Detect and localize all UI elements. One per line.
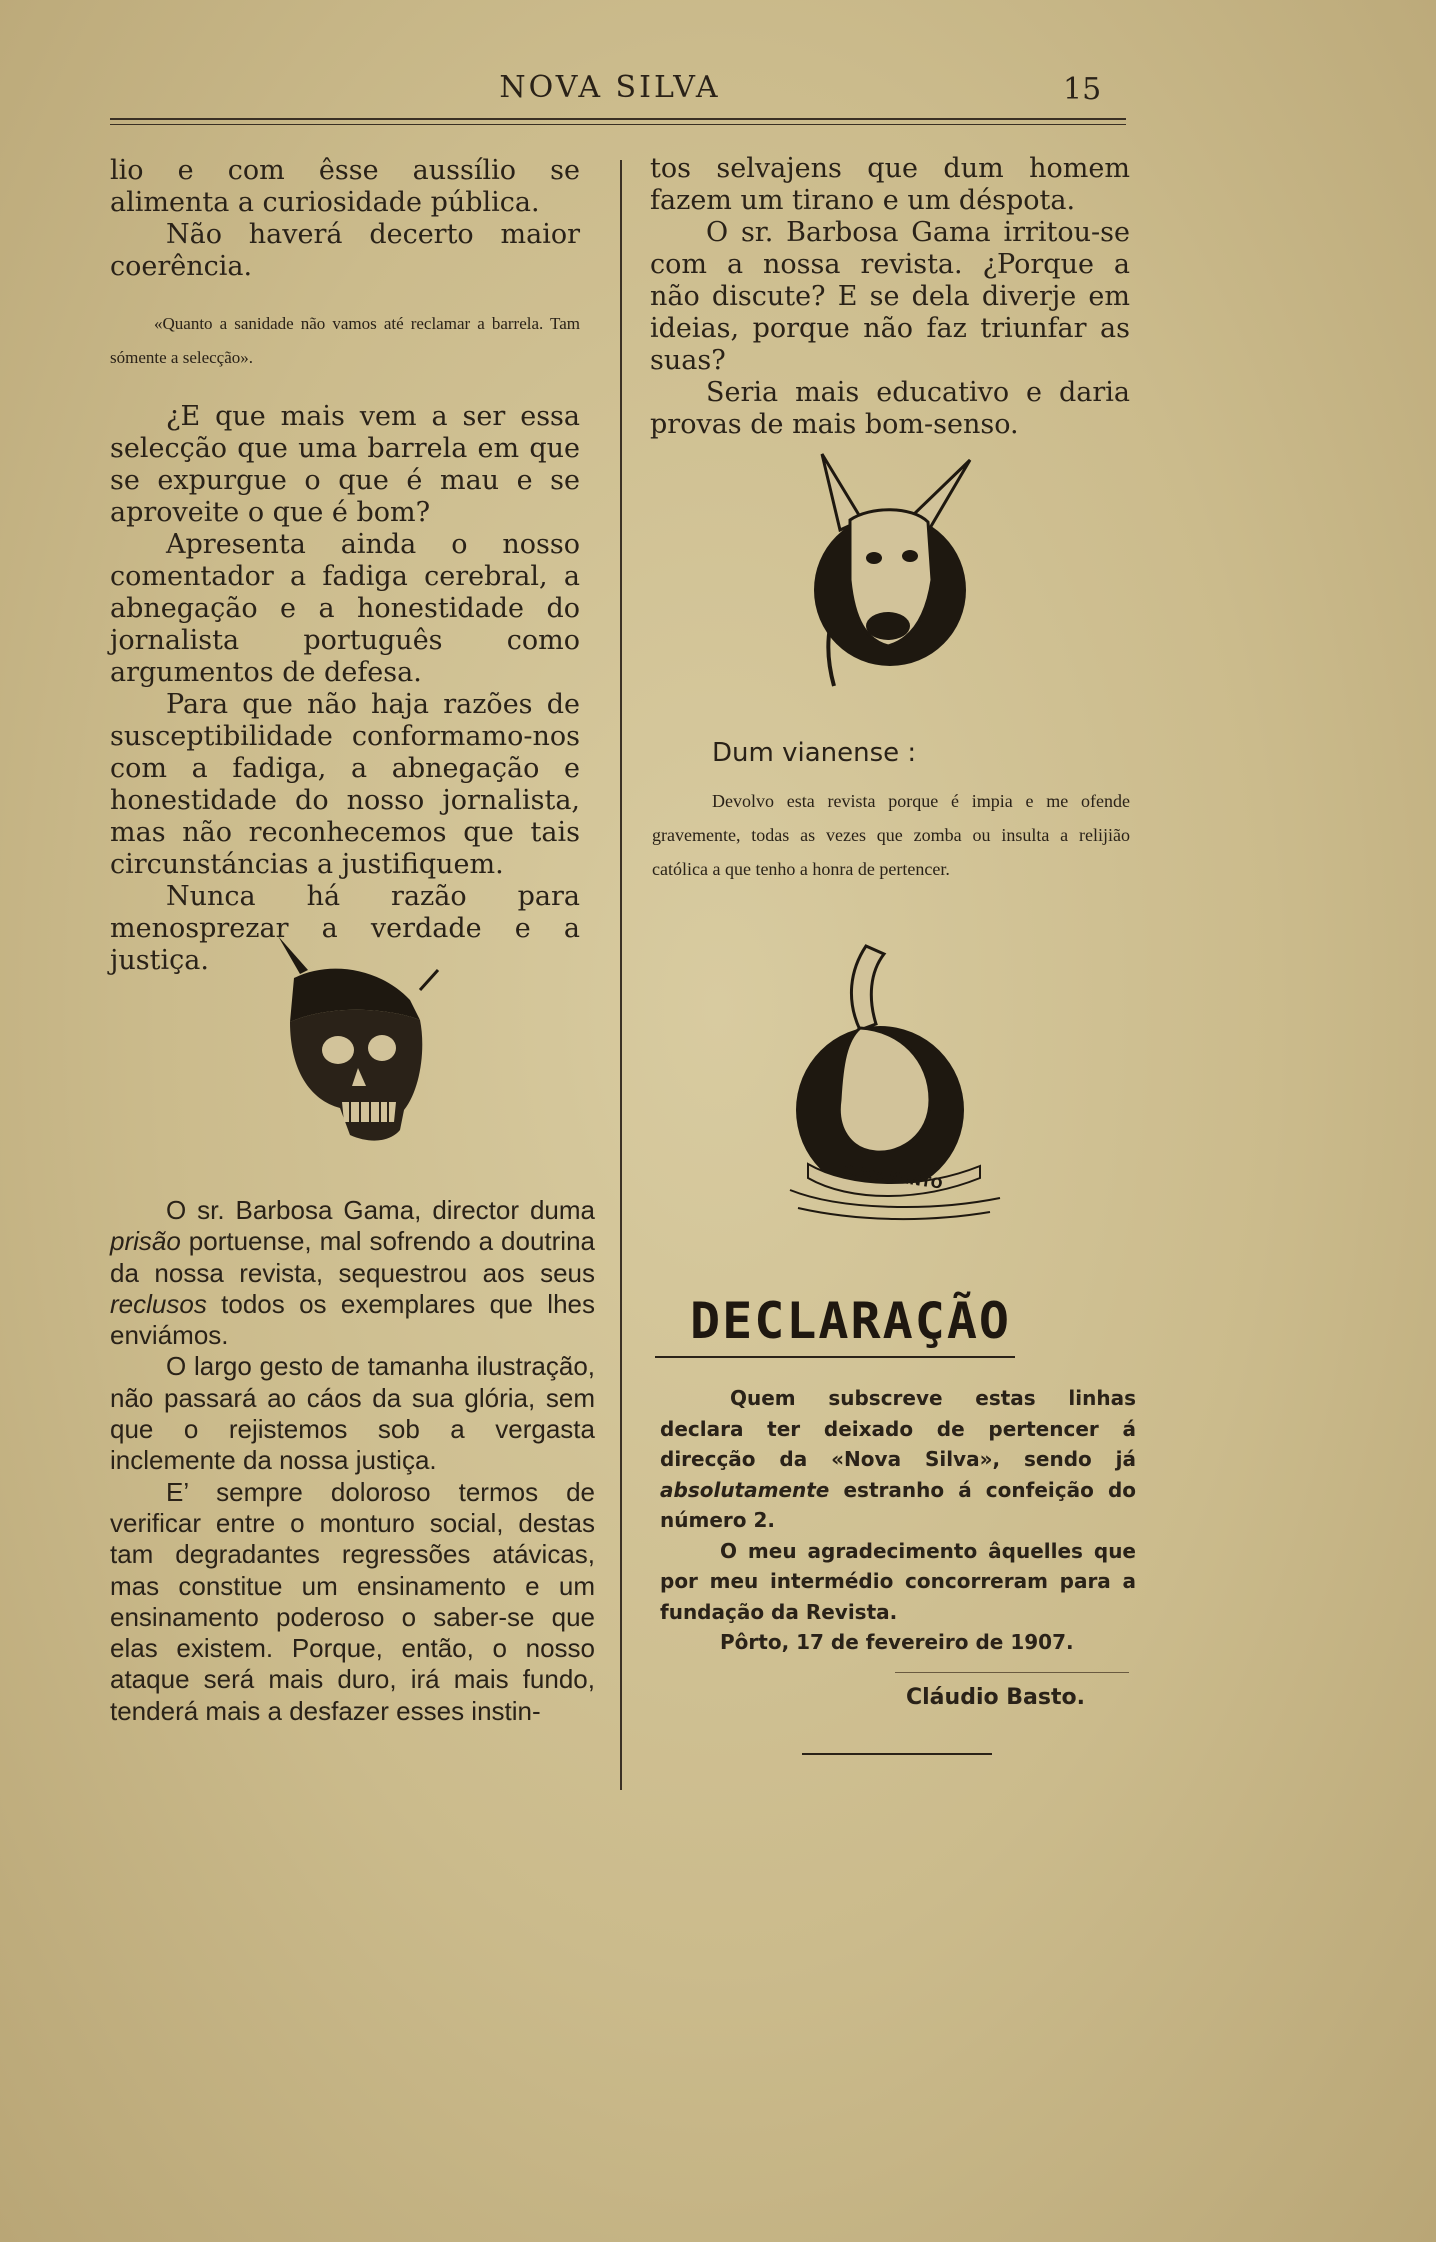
quotation: «Quanto a sanidade não vamos até reclamar a barrela. Tam sómente a selecção». bbox=[110, 314, 580, 367]
header-rule-thin bbox=[110, 124, 1126, 125]
declaration-signature: Cláudio Basto. bbox=[906, 1685, 1085, 1710]
vianense-header: Dum vianense : bbox=[712, 738, 917, 768]
figure-diving-into-orcamento-icon bbox=[780, 940, 1010, 1230]
paragraph: lio e com êsse aussílio se alimenta a curiosidade pública. bbox=[110, 155, 580, 218]
declaration-title: DECLARAÇÃO bbox=[690, 1292, 1012, 1350]
declaration-paragraph: O meu agradecimento âquelles que por meu intermédio concorreram para a fundação da Revista. bbox=[660, 1538, 1136, 1624]
signature-rule bbox=[895, 1672, 1129, 1673]
declaration-date: Pôrto, 17 de fevereiro de 1907. bbox=[720, 1630, 1074, 1654]
paragraph: Apresenta ainda o nosso comentador a fadiga cerebral, a abnegação e a honestidade do jornalista português como argumentos de defesa. bbox=[110, 529, 580, 688]
declaration-underline bbox=[655, 1356, 1015, 1358]
orcamento-label: ORÇAMENTO bbox=[841, 1162, 944, 1193]
paragraph: Nunca há razão para menosprezar a verdade e a justiça. bbox=[110, 881, 580, 976]
declaration-paragraph: Quem subscreve estas linhas declara ter deixado de pertencer á direcção da «Nova Silva», sendo já absolutamente estranho á confeição do número 2. bbox=[660, 1386, 1136, 1532]
donkey-head-in-circle-icon bbox=[800, 450, 980, 700]
paragraph: O largo gesto de tamanha ilustração, não passará ao cáos da sua glória, sem que o rejistemos sob a vergasta inclemente da nossa justiça. bbox=[110, 1351, 595, 1476]
paragraph: O sr. Barbosa Gama, director duma prisão portuense, mal sofrendo a doutrina da nossa revista, sequestrou aos seus reclusos todos os exemplares que lhes enviámos. bbox=[110, 1195, 595, 1351]
vianense-letter: Devolvo esta revista porque é impia e me ofende gravemente, todas as vezes que zomba ou insulta a relijião católica a que tenho a honra de pertencer. bbox=[652, 791, 1130, 879]
skull-with-spiked-helmet-icon bbox=[270, 930, 450, 1150]
paragraph: ¿E que mais vem a ser essa selecção que uma barrela em que se expurgue o que é mau e se aproveite o que é bom? bbox=[110, 401, 580, 528]
paragraph: O sr. Barbosa Gama irritou-se com a nossa revista. ¿Porque a não discute? E se dela diverje em ideias, porque não faz triunfar as suas? bbox=[650, 217, 1130, 376]
left-column-bottom bbox=[110, 1195, 595, 1727]
header-rule-thick bbox=[110, 118, 1126, 120]
paragraph: Seria mais educativo e daria provas de mais bom-senso. bbox=[650, 377, 1130, 440]
paragraph: tos selvajens que dum homem fazem um tirano e um déspota. bbox=[650, 153, 1130, 216]
paragraph: Para que não haja razões de susceptibilidade conformamo-nos com a fadiga, a abnegação e honestidade do nosso jornalista, mas não reconhecemos que tais circunstáncias a justifiquem. bbox=[110, 689, 580, 880]
paragraph: E’ sempre doloroso termos de verificar entre o monturo social, destas tam degradantes regressões atávicas, mas constitue um ensinamento e um ensinamento poderoso o saber-se que elas existem. Porque, então, o nosso ataque será mais duro, irá mais fundo, tenderá mais a desfazer esses instin- bbox=[110, 1476, 595, 1726]
end-rule bbox=[802, 1753, 992, 1755]
paragraph: Não haverá decerto maior coerência. bbox=[110, 219, 580, 282]
vianense-letter-box bbox=[652, 784, 1130, 886]
left-column bbox=[110, 155, 580, 977]
vianense-section bbox=[712, 738, 1132, 768]
column-divider bbox=[620, 160, 622, 1790]
declaration-body bbox=[660, 1383, 1136, 1658]
page-number: 15 bbox=[1063, 72, 1102, 107]
page-header-title: NOVA SILVA bbox=[499, 70, 721, 105]
right-column bbox=[650, 153, 1130, 441]
